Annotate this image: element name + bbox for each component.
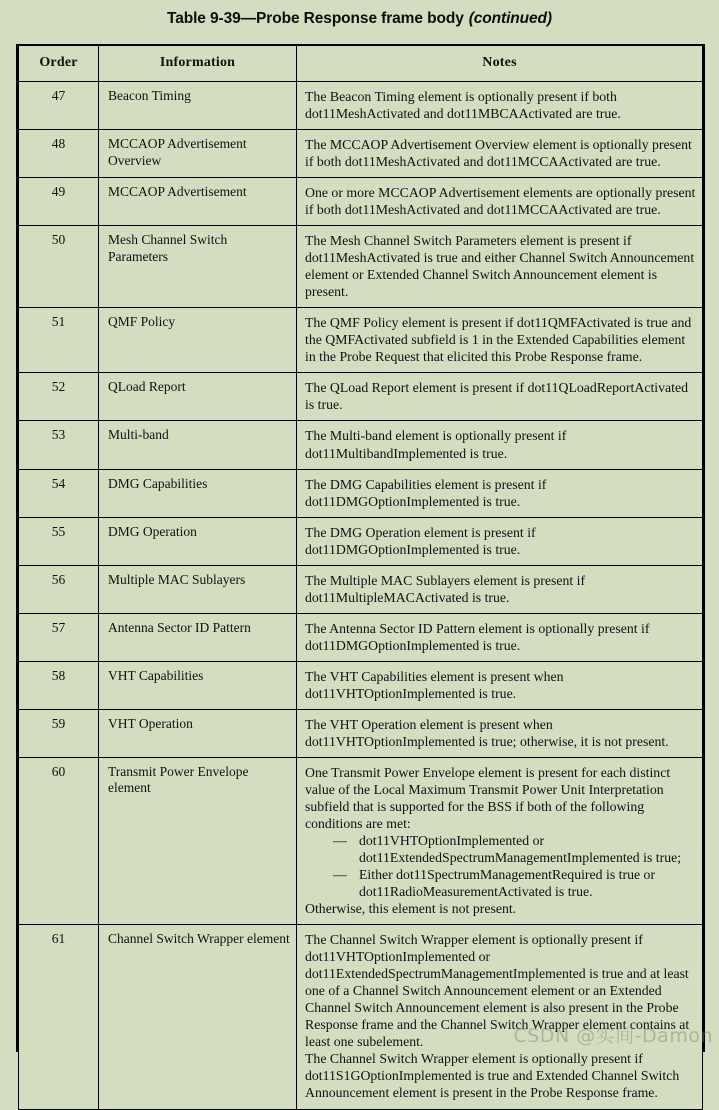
notes-paragraph: The Multi-band element is optionally present if dot11MultibandImplemented is true. xyxy=(305,428,567,461)
cell-notes xyxy=(297,517,703,565)
cell-information: Transmit Power Envelope element xyxy=(99,757,297,924)
cell-order: 61 xyxy=(19,925,99,1109)
cell-information: Channel Switch Wrapper element xyxy=(99,925,297,1109)
condition-text: Either dot11SpectrumManagementRequired is true or dot11RadioMeasurementActivated is true. xyxy=(359,867,656,900)
cell-information: Mesh Channel Switch Parameters xyxy=(99,226,297,308)
cell-order: 60 xyxy=(19,757,99,924)
cell-order: 57 xyxy=(19,613,99,661)
cell-information: DMG Operation xyxy=(99,517,297,565)
cell-information: MCCAOP Advertisement Overview xyxy=(99,130,297,178)
table-caption xyxy=(0,0,719,28)
table-caption-main: Table 9-39—Probe Response frame body xyxy=(166,10,464,27)
table-row xyxy=(19,373,703,421)
cell-order: 53 xyxy=(19,421,99,469)
notes-paragraph: The Channel Switch Wrapper element is optionally present if dot11S1GOptionImplemented is true and Extended Channel Switch Announcement element is present in the Probe Response frame. xyxy=(305,1051,680,1101)
column-header-notes: Notes xyxy=(297,46,703,82)
column-header-information: Information xyxy=(99,46,297,82)
notes-paragraph: The Channel Switch Wrapper element is optionally present if dot11VHTOptionImplemented or dot11ExtendedSpectrumManagementImplemented is true and at least one of a Channel Switch Announcement element or an Extended Channel Switch Announcement element is also present in the Probe Response frame and the Channel Switch Wrapper element contains at least one subelement. xyxy=(305,932,690,1050)
table-row xyxy=(19,517,703,565)
cell-order: 54 xyxy=(19,469,99,517)
table-header-row xyxy=(19,46,703,82)
cell-order: 50 xyxy=(19,226,99,308)
cell-order: 56 xyxy=(19,565,99,613)
cell-notes xyxy=(297,469,703,517)
notes-paragraph: The Multiple MAC Sublayers element is present if dot11MultipleMACActivated is true. xyxy=(305,572,586,605)
table-row xyxy=(19,178,703,226)
table-row xyxy=(19,709,703,757)
cell-notes xyxy=(297,178,703,226)
table-row xyxy=(19,565,703,613)
cell-order: 49 xyxy=(19,178,99,226)
cell-notes xyxy=(297,613,703,661)
em-dash-bullet-icon: — xyxy=(333,833,347,849)
cell-information: VHT Capabilities xyxy=(99,661,297,709)
condition-list-item xyxy=(333,832,696,866)
notes-paragraph: The DMG Operation element is present if dot11DMGOptionImplemented is true. xyxy=(305,524,536,557)
cell-notes xyxy=(297,82,703,130)
cell-information: Multiple MAC Sublayers xyxy=(99,565,297,613)
notes-paragraph: The QMF Policy element is present if dot11QMFActivated is true and the QMFActivated subfield is 1 in the Extended Capabilities element in the Probe Request that elicited this Probe Response frame. xyxy=(305,315,692,365)
cell-information: MCCAOP Advertisement xyxy=(99,178,297,226)
cell-notes xyxy=(297,709,703,757)
notes-paragraph: The VHT Operation element is present when dot11VHTOptionImplemented is true; otherwise, it is not present. xyxy=(305,716,669,749)
notes-paragraph: The DMG Capabilities element is present if dot11DMGOptionImplemented is true. xyxy=(305,476,547,509)
cell-information: DMG Capabilities xyxy=(99,469,297,517)
cell-notes xyxy=(297,565,703,613)
table-row xyxy=(19,421,703,469)
cell-information: Antenna Sector ID Pattern xyxy=(99,613,297,661)
cell-information: Beacon Timing xyxy=(99,82,297,130)
notes-paragraph: The Beacon Timing element is optionally present if both dot11MeshActivated and dot11MBCAActivated are true. xyxy=(305,89,621,122)
notes-paragraph: Otherwise, this element is not present. xyxy=(305,901,517,917)
notes-paragraph: The QLoad Report element is present if dot11QLoadReportActivated is true. xyxy=(305,380,689,413)
cell-order: 55 xyxy=(19,517,99,565)
cell-information: VHT Operation xyxy=(99,709,297,757)
cell-order: 51 xyxy=(19,308,99,373)
table-row xyxy=(19,308,703,373)
cell-order: 48 xyxy=(19,130,99,178)
cell-notes xyxy=(297,226,703,308)
notes-paragraph: The VHT Capabilities element is present when dot11VHTOptionImplemented is true. xyxy=(305,668,564,701)
cell-notes xyxy=(297,925,703,1109)
cell-order: 47 xyxy=(19,82,99,130)
cell-notes xyxy=(297,661,703,709)
cell-order: 58 xyxy=(19,661,99,709)
csdn-watermark: CSDN @实间-Damon xyxy=(513,1025,713,1047)
notes-paragraph: The Antenna Sector ID Pattern element is optionally present if dot11DMGOptionImplemented is true. xyxy=(305,620,650,653)
cell-information: QMF Policy xyxy=(99,308,297,373)
table-body xyxy=(19,82,703,1110)
table-row xyxy=(19,130,703,178)
table-container xyxy=(16,44,705,1101)
column-header-order: Order xyxy=(19,46,99,82)
probe-response-frame-body-table xyxy=(18,46,703,1110)
em-dash-bullet-icon: — xyxy=(333,867,347,883)
condition-list xyxy=(305,832,696,900)
notes-paragraph: One Transmit Power Envelope element is present for each distinct value of the Local Maximum Transmit Power Unit Interpretation subfield that is supported for the BSS if both of the following conditions are met: xyxy=(305,764,671,831)
cell-order: 59 xyxy=(19,709,99,757)
table-row xyxy=(19,757,703,924)
cell-notes xyxy=(297,421,703,469)
cell-information: Multi-band xyxy=(99,421,297,469)
cell-notes xyxy=(297,757,703,924)
table-caption-continued: (continued) xyxy=(468,10,552,27)
condition-list-item xyxy=(333,866,696,900)
table-row xyxy=(19,661,703,709)
notes-paragraph: The MCCAOP Advertisement Overview element is optionally present if both dot11MeshActivated and dot11MCCAActivated are true. xyxy=(305,137,692,170)
notes-paragraph: The Mesh Channel Switch Parameters element is present if dot11MeshActivated is true and either Channel Switch Announcement element or Extended Channel Switch Announcement element is present. xyxy=(305,233,695,300)
table-row xyxy=(19,82,703,130)
table-row xyxy=(19,925,703,1109)
cell-notes xyxy=(297,308,703,373)
table-header xyxy=(19,46,703,82)
condition-text: dot11VHTOptionImplemented or dot11ExtendedSpectrumManagementImplemented is true; xyxy=(359,833,682,866)
cell-notes xyxy=(297,373,703,421)
cell-notes xyxy=(297,130,703,178)
table-row xyxy=(19,226,703,308)
cell-order: 52 xyxy=(19,373,99,421)
table-row xyxy=(19,469,703,517)
notes-paragraph: One or more MCCAOP Advertisement elements are optionally present if both dot11MeshActivated and dot11MCCAActivated are true. xyxy=(305,185,696,218)
cell-information: QLoad Report xyxy=(99,373,297,421)
table-row xyxy=(19,613,703,661)
